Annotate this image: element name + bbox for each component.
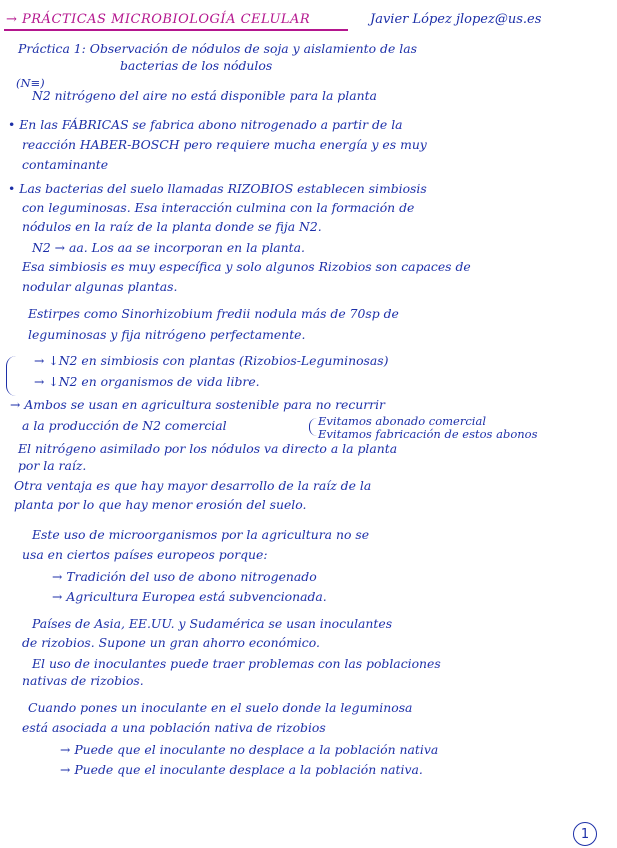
text-line: está asociada a una población nativa de rizobios	[22, 720, 326, 735]
text-line: El uso de inoculantes puede traer problemas con las poblaciones	[32, 656, 441, 671]
practice-heading-cont: bacterias de los nódulos	[120, 58, 273, 73]
text-line: N2 nitrógeno del aire no está disponible para la planta	[32, 88, 377, 103]
text-line: → ↓N2 en organismos de vida libre.	[34, 374, 260, 389]
text-line: de rizobios. Supone un gran ahorro económico.	[22, 635, 320, 650]
text-line: Evitamos fabricación de estos abonos	[318, 427, 538, 441]
practice-heading: Práctica 1: Observación de nódulos de soja y aislamiento de las	[18, 41, 417, 56]
text-line: → Ambos se usan en agricultura sostenible para no recurrir	[10, 397, 385, 412]
text-line: a la producción de N2 comercial	[22, 418, 227, 433]
text-line: por la raíz.	[18, 458, 87, 473]
title-underline	[4, 29, 348, 31]
text-line: nódulos en la raíz de la planta donde se fija N2.	[22, 219, 322, 234]
page-number-text: 1	[580, 826, 590, 842]
text-line: reacción HABER-BOSCH pero requiere mucha energía y es muy	[22, 137, 427, 152]
text-line: → Puede que el inoculante desplace a la población nativa.	[60, 762, 423, 777]
text-line: contaminante	[22, 157, 109, 172]
text-line: Otra ventaja es que hay mayor desarrollo de la raíz de la	[14, 478, 372, 493]
small-brace	[309, 418, 317, 436]
triple-bond-note: (N≡)	[16, 76, 45, 90]
text-line: El nitrógeno asimilado por los nódulos va directo a la planta	[18, 441, 398, 456]
text-line: Estirpes como Sinorhizobium fredii nodula más de 70sp de	[28, 306, 399, 321]
page-title: → PRÁCTICAS MICROBIOLOGÍA CELULAR	[6, 12, 311, 27]
text-line: N2 → aa. Los aa se incorporan en la planta.	[32, 240, 305, 255]
text-line: Países de Asia, EE.UU. y Sudamérica se usan inoculantes	[32, 616, 393, 631]
text-line: → Agricultura Europea está subvencionada.	[52, 589, 327, 604]
author-email: Javier López jlopez@us.es	[370, 12, 542, 27]
text-line: con leguminosas. Esa interacción culmina con la formación de	[22, 200, 415, 215]
text-line: • En las FÁBRICAS se fabrica abono nitrogenado a partir de la	[8, 117, 403, 132]
text-line: Este uso de microorganismos por la agricultura no se	[32, 527, 370, 542]
text-line: → ↓N2 en simbiosis con plantas (Rizobios-Leguminosas)	[34, 353, 389, 368]
text-line: planta por lo que hay menor erosión del suelo.	[14, 497, 307, 512]
text-line: usa en ciertos países europeos porque:	[22, 547, 268, 562]
page-number	[573, 822, 597, 846]
text-line: → Tradición del uso de abono nitrogenado	[52, 569, 317, 584]
left-brace	[6, 356, 16, 396]
text-line: Evitamos abonado comercial	[318, 414, 487, 428]
text-line: • Las bacterias del suelo llamadas RIZOBIOS establecen simbiosis	[8, 181, 427, 196]
text-line: → Puede que el inoculante no desplace a la población nativa	[60, 742, 439, 757]
text-line: nativas de rizobios.	[22, 673, 144, 688]
text-line: Esa simbiosis es muy específica y solo algunos Rizobios son capaces de	[22, 259, 471, 274]
text-line: nodular algunas plantas.	[22, 279, 178, 294]
text-line: Cuando pones un inoculante en el suelo donde la leguminosa	[28, 700, 413, 715]
text-line: leguminosas y fija nitrógeno perfectamente.	[28, 327, 306, 342]
